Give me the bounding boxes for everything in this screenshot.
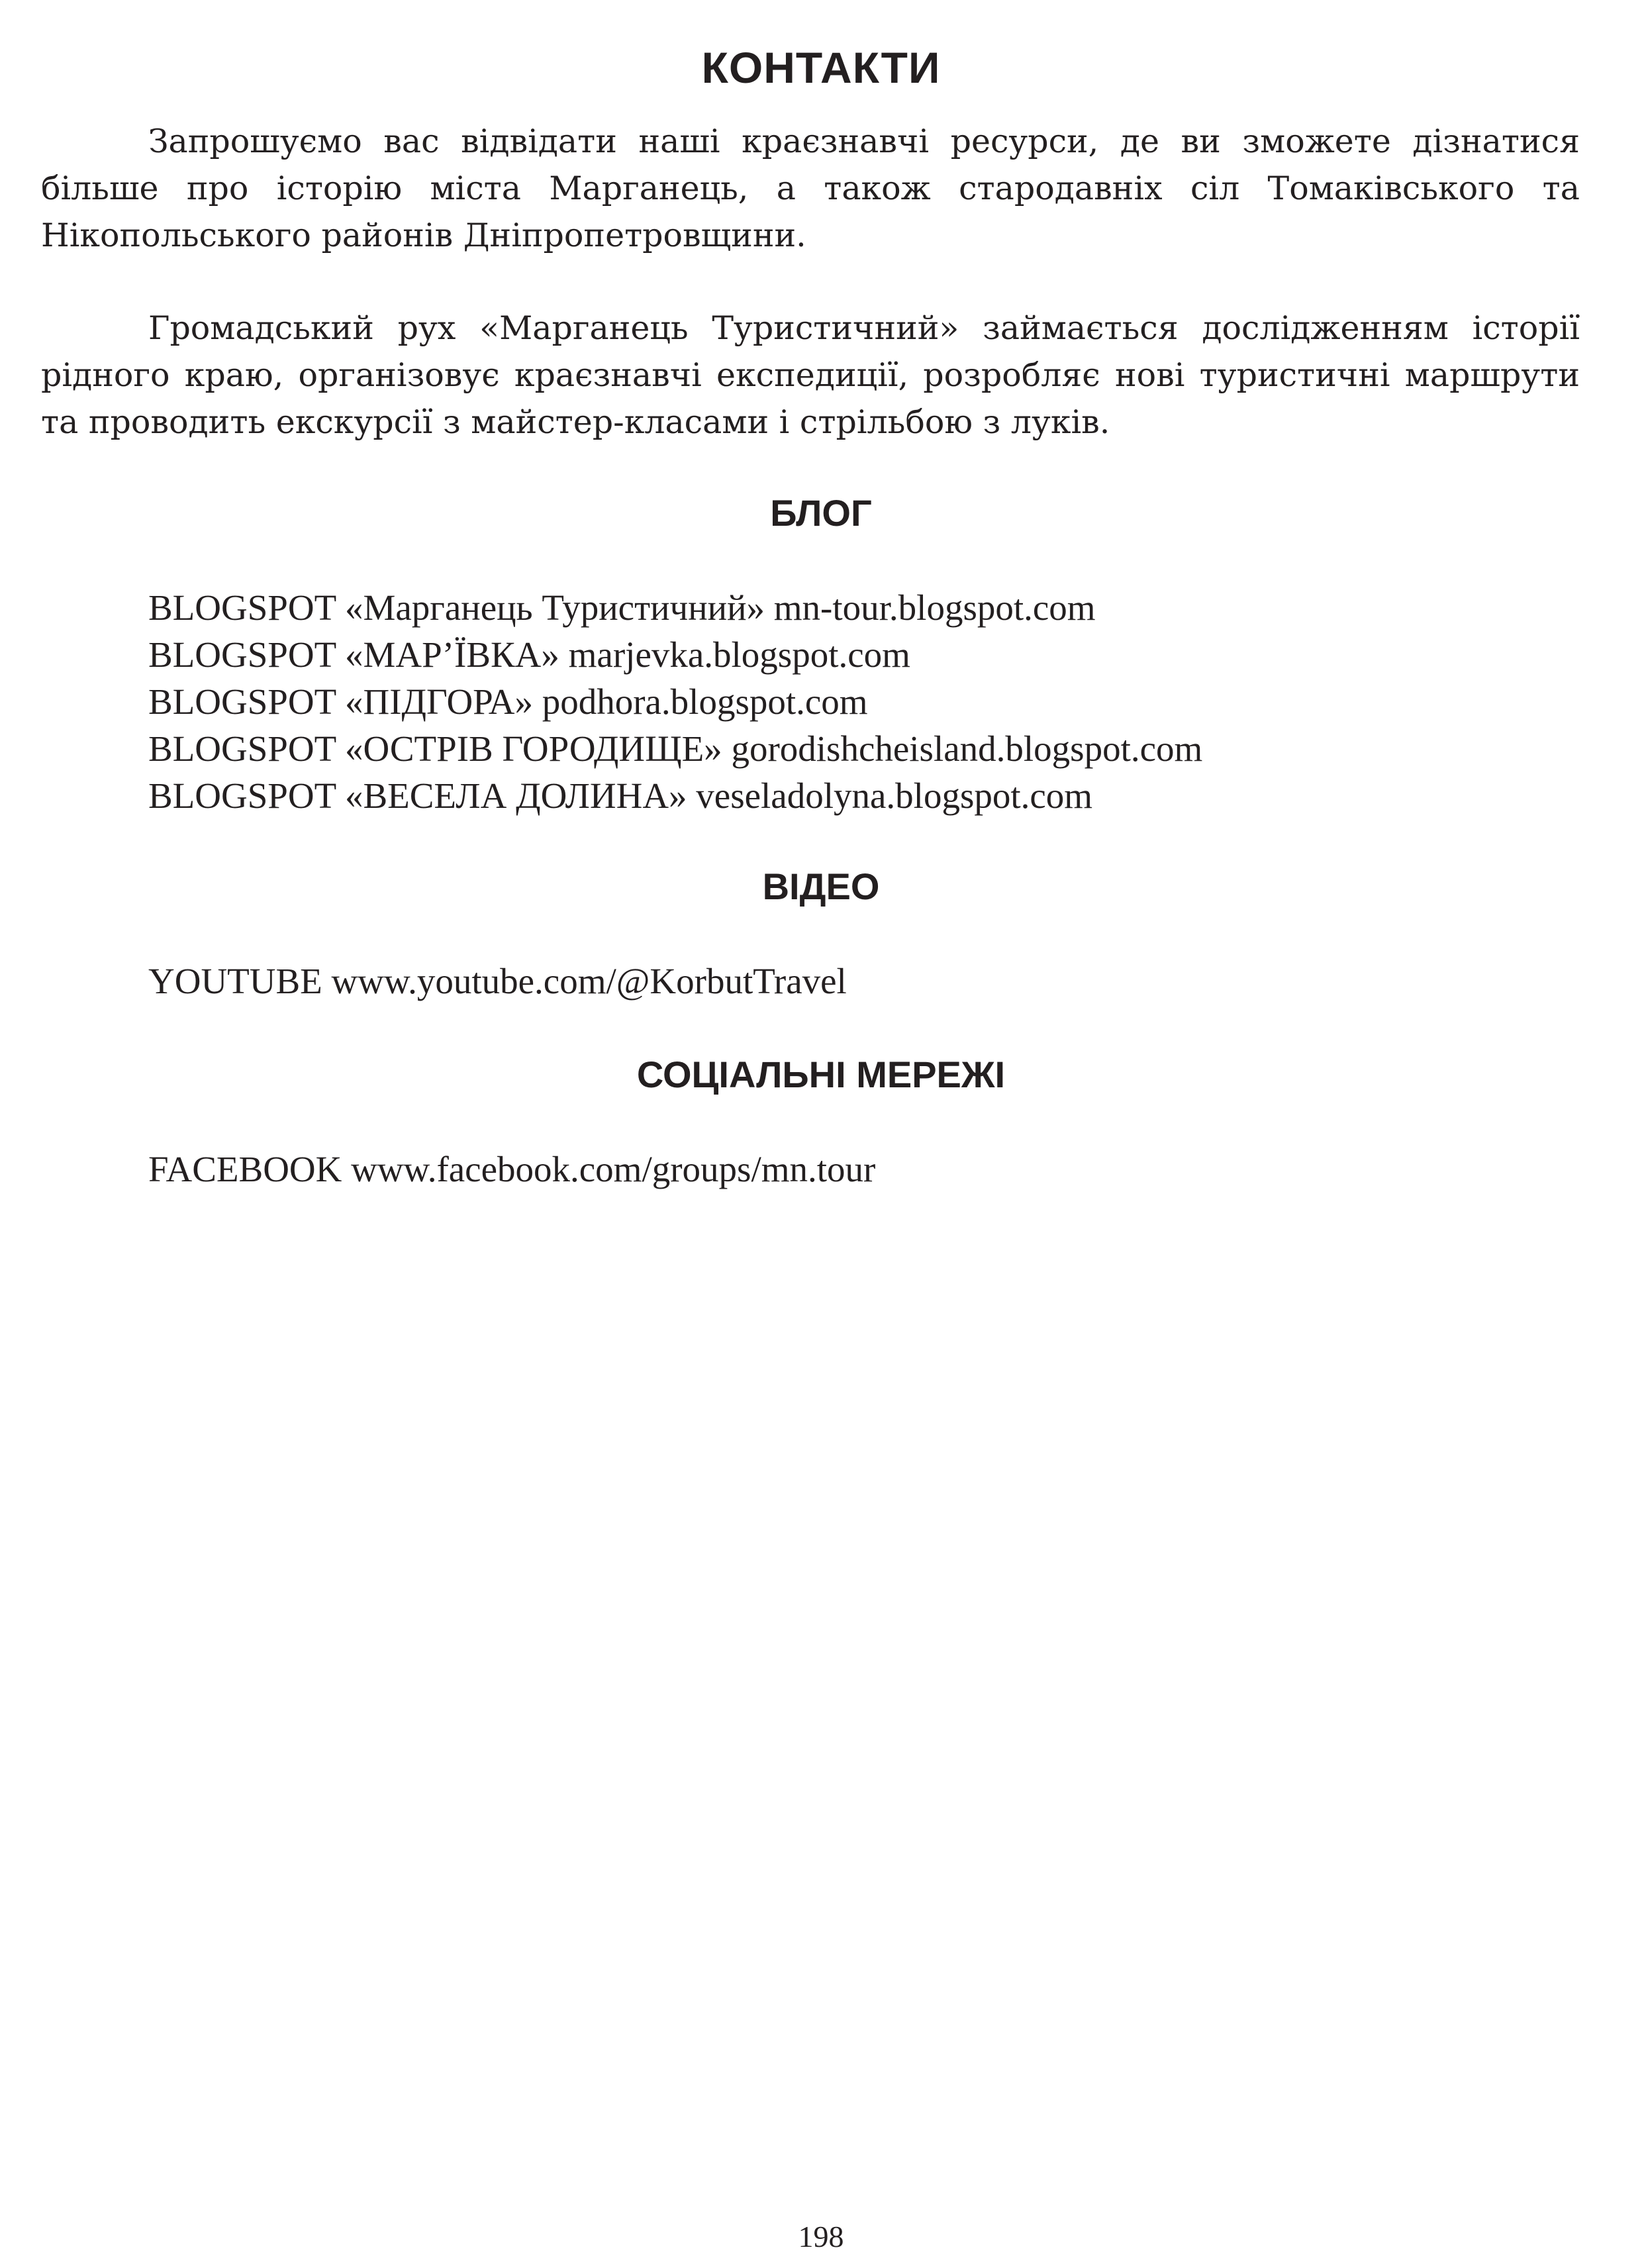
video-platform-label: YOUTUBE	[148, 961, 322, 1001]
blog-link[interactable]: veseladolyna.blogspot.com	[696, 775, 1093, 816]
blog-platform-label: BLOGSPOT	[148, 728, 336, 769]
blog-link[interactable]: podhora.blogspot.com	[542, 681, 868, 722]
blog-platform-label: BLOGSPOT	[148, 775, 336, 816]
blog-link[interactable]: gorodishcheisland.blogspot.com	[731, 728, 1203, 769]
blog-item-gorodishche	[148, 725, 1202, 772]
social-platform-label: FACEBOOK	[148, 1149, 342, 1189]
blog-platform-label: BLOGSPOT	[148, 681, 336, 722]
blog-item-marjevka	[148, 631, 1202, 678]
social-list	[148, 1146, 875, 1193]
intro-paragraph: Запрошуємо вас відвідати наші краєзнавчі ресурси, де ви зможете дізнатися більше про історію міста Марганець, а також стародавніх сіл Томаківського та Нікопольського районів Дніпропетровщини.	[41, 123, 1580, 254]
video-list	[148, 958, 847, 1005]
blog-link[interactable]: mn-tour.blogspot.com	[773, 587, 1096, 628]
blog-platform-label: BLOGSPOT	[148, 634, 336, 675]
blog-heading: БЛОГ	[770, 492, 872, 534]
blog-list	[148, 584, 1202, 819]
blog-item-vesela-dolyna	[148, 772, 1202, 819]
blog-name: «ОСТРІВ ГОРОДИЩЕ»	[344, 728, 722, 769]
video-heading: ВІДЕО	[762, 865, 880, 907]
blog-platform-label: BLOGSPOT	[148, 587, 336, 628]
movement-paragraph: Громадський рух «Марганець Туристичний» займається дослідженням історії рідного краю, організовує краєзнавчі експедиції, розробляє нові туристичні маршрути та проводить екскурсії з майстер-класами і стрільбою з луків.	[41, 309, 1580, 441]
page-title: КОНТАКТИ	[701, 43, 941, 92]
facebook-link[interactable]: www.facebook.com/groups/mn.tour	[351, 1149, 876, 1189]
youtube-link[interactable]: www.youtube.com/@KorbutTravel	[331, 961, 847, 1001]
blog-name: «Марганець Туристичний»	[344, 587, 765, 628]
blog-item-podhora	[148, 678, 1202, 725]
blog-item-marhanets	[148, 584, 1202, 631]
social-heading: СОЦІАЛЬНІ МЕРЕЖІ	[636, 1054, 1006, 1095]
page-number: 198	[798, 2220, 844, 2253]
blog-name: «ПІДГОРА»	[344, 681, 533, 722]
blog-name: «ВЕСЕЛА ДОЛИНА»	[344, 775, 687, 816]
social-item-facebook	[148, 1146, 875, 1193]
blog-link[interactable]: marjevka.blogspot.com	[568, 634, 910, 675]
blog-name: «МАР’ЇВКА»	[344, 634, 559, 675]
video-item-youtube	[148, 958, 847, 1005]
